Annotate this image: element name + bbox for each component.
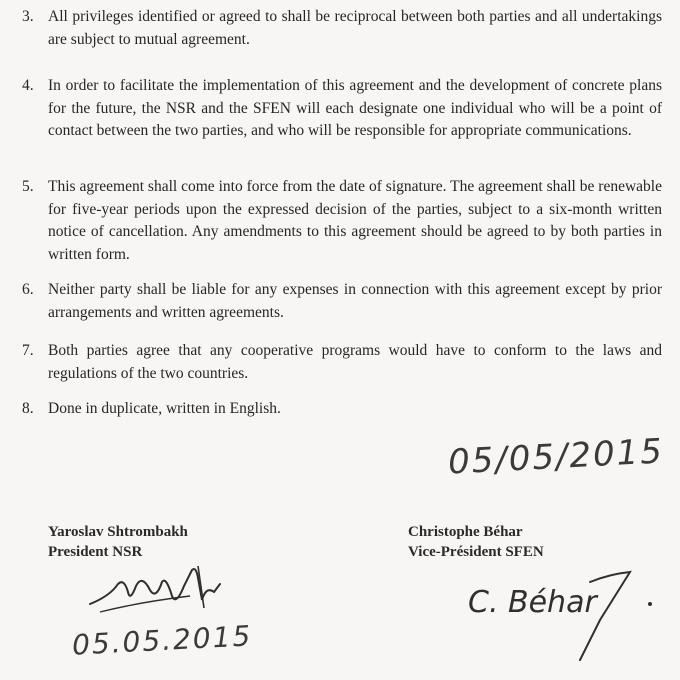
left-signatory-name: Yaroslav Shtrombakh xyxy=(48,524,188,540)
right-signatory xyxy=(408,522,544,562)
clause-number: 6. xyxy=(22,281,34,298)
right-signatory-name: Christophe Béhar xyxy=(408,524,523,540)
right-signature-text: C. Béhar xyxy=(468,585,597,620)
right-signature xyxy=(440,560,660,670)
clause-text: Neither party shall be liable for any expenses in connection with this agreement except by prior arrangements and written agreements. xyxy=(48,281,662,321)
left-handwritten-date: 05.05.2015 xyxy=(71,619,254,662)
clause-text: This agreement shall come into force from the date of signature. The agreement shall be renewable for five-year periods upon the expressed decision of the parties, subject to a six-month written notice of cancellation. Any amendments to this agreement should be agreed to by both parties in written form. xyxy=(48,178,662,263)
clause-text: In order to facilitate the implementation of this agreement and the development of concrete plans for the future, the NSR and the SFEN will each designate one individual who will be a point of contact between the two parties, and who will be responsible for appropriate communications. xyxy=(48,77,662,139)
clause-number: 3. xyxy=(22,8,34,25)
right-signatory-title: Vice-Président SFEN xyxy=(408,544,544,560)
right-handwritten-date: 05/05/2015 xyxy=(447,431,665,483)
clause-text: Done in duplicate, written in English. xyxy=(48,400,281,417)
clause-text: Both parties agree that any cooperative programs would have to conform to the laws and regulations of the two countries. xyxy=(48,342,662,382)
clause-number: 5. xyxy=(22,178,34,195)
clause-number: 8. xyxy=(22,400,34,417)
clause-text: All privileges identified or agreed to shall be reciprocal between both parties and all undertakings are subject to mutual agreement. xyxy=(48,8,662,48)
clause-number: 7. xyxy=(22,342,34,359)
clause-number: 4. xyxy=(22,77,34,94)
left-signatory-title: President NSR xyxy=(48,544,143,560)
